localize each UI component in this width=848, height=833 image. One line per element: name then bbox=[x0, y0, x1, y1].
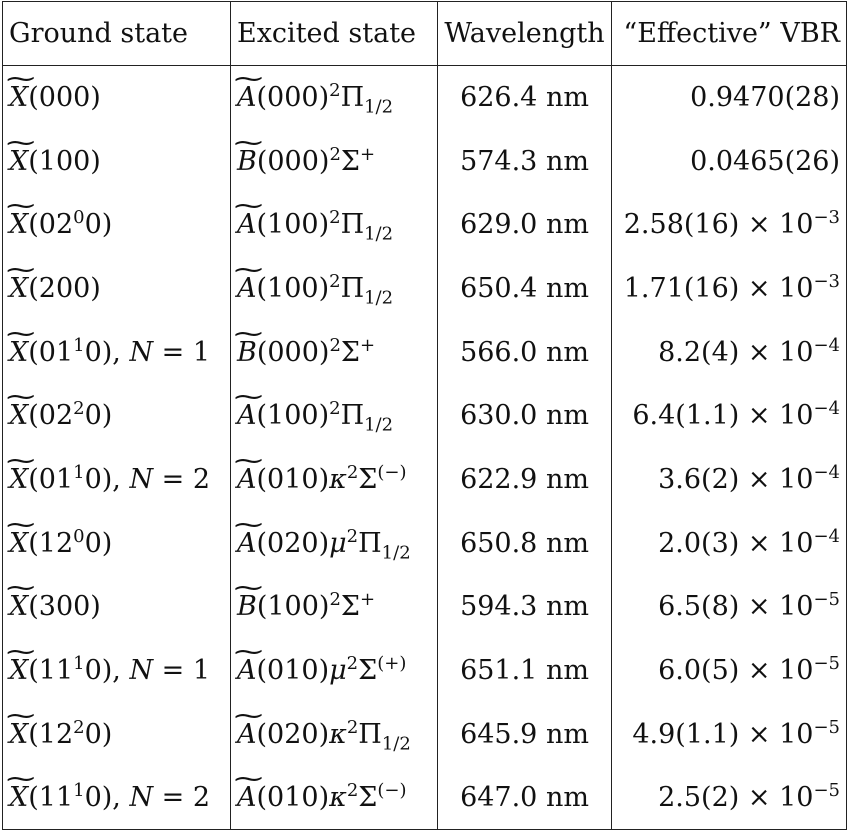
vbr-table bbox=[2, 1, 847, 830]
ground-n-prefix: , N = bbox=[112, 782, 193, 814]
excited-term: Π bbox=[340, 272, 365, 304]
excited-term: Π bbox=[340, 400, 365, 432]
wavelength-cell: 647.0 nm bbox=[438, 766, 612, 830]
ground-letter: ~ X bbox=[9, 655, 28, 686]
excited-term: Σ bbox=[358, 655, 378, 687]
excited-term-sup: + bbox=[360, 589, 376, 611]
excited-vib: (100) bbox=[256, 591, 330, 623]
excited-letter: ~ A bbox=[237, 209, 257, 240]
excited-state-cell bbox=[231, 193, 438, 257]
table-row bbox=[3, 320, 847, 384]
excited-state-cell bbox=[231, 384, 438, 448]
vbr-mantissa: 4.9(1.1) bbox=[632, 718, 740, 750]
table-row bbox=[3, 257, 847, 321]
ground-vib-pre: (12 bbox=[28, 718, 74, 750]
ground-letter: ~ X bbox=[9, 273, 28, 304]
excited-label: κ bbox=[329, 718, 347, 750]
vbr-exponent: −4 bbox=[813, 461, 840, 483]
ground-vib-sup: 2 bbox=[73, 716, 85, 738]
excited-multiplicity: 2 bbox=[329, 334, 341, 356]
vbr-cell bbox=[612, 193, 847, 257]
wavelength-cell: 629.0 nm bbox=[438, 193, 612, 257]
excited-term: Σ bbox=[358, 463, 378, 495]
wavelength-cell: 594.3 nm bbox=[438, 575, 612, 639]
ground-letter: ~ X bbox=[9, 782, 28, 813]
wavelength-cell: 645.9 nm bbox=[438, 702, 612, 766]
ground-n-value: 1 bbox=[192, 655, 211, 687]
vbr-times-ten: × 10 bbox=[739, 591, 814, 623]
excited-multiplicity: 2 bbox=[329, 270, 341, 292]
table-row bbox=[3, 575, 847, 639]
ground-vib-sup: 1 bbox=[73, 334, 85, 356]
vbr-exponent: −4 bbox=[813, 334, 840, 356]
excited-vib: (000) bbox=[256, 82, 330, 114]
excited-term: Σ bbox=[340, 591, 360, 623]
vbr-cell bbox=[612, 66, 847, 130]
ground-state-cell bbox=[3, 639, 231, 703]
ground-letter: ~ X bbox=[9, 591, 28, 622]
ground-state-cell bbox=[3, 702, 231, 766]
vbr-cell bbox=[612, 702, 847, 766]
excited-term-sup: (−) bbox=[377, 780, 407, 802]
excited-state-cell bbox=[231, 66, 438, 130]
header-excited-state: Excited state bbox=[231, 2, 438, 66]
excited-state-cell bbox=[231, 257, 438, 321]
vbr-cell bbox=[612, 575, 847, 639]
table-row bbox=[3, 702, 847, 766]
excited-state-cell bbox=[231, 702, 438, 766]
ground-vib-pre: (000) bbox=[28, 82, 101, 114]
vbr-mantissa: 8.2(4) bbox=[658, 336, 740, 368]
ground-state-cell bbox=[3, 66, 231, 130]
table-body bbox=[3, 66, 847, 830]
excited-vib: (100) bbox=[256, 400, 330, 432]
ground-n-value: 2 bbox=[192, 782, 211, 814]
excited-term-sub: 1/2 bbox=[364, 96, 394, 118]
header-wavelength: Wavelength bbox=[438, 2, 612, 66]
ground-vib-pre: (02 bbox=[28, 400, 74, 432]
vbr-times-ten: × 10 bbox=[739, 718, 814, 750]
ground-n-prefix: , N = bbox=[112, 463, 193, 495]
excited-state-cell bbox=[231, 448, 438, 512]
vbr-times-ten: × 10 bbox=[739, 655, 814, 687]
ground-letter: ~ X bbox=[9, 400, 28, 431]
ground-state-cell bbox=[3, 129, 231, 193]
header-ground-state: Ground state bbox=[3, 2, 231, 66]
vbr-mantissa: 6.0(5) bbox=[658, 655, 740, 687]
vbr-times-ten: × 10 bbox=[739, 463, 814, 495]
excited-term-sup: + bbox=[360, 143, 376, 165]
table-row bbox=[3, 448, 847, 512]
excited-multiplicity: 2 bbox=[346, 461, 359, 483]
vbr-exponent: −5 bbox=[813, 780, 840, 802]
wavelength-cell: 651.1 nm bbox=[438, 639, 612, 703]
excited-letter: ~ A bbox=[237, 464, 257, 495]
ground-vib-sup: 2 bbox=[73, 398, 85, 420]
excited-letter: ~ A bbox=[237, 782, 257, 813]
wavelength-cell: 622.9 nm bbox=[438, 448, 612, 512]
vbr-exponent: −5 bbox=[813, 653, 840, 675]
ground-vib-pre: (200) bbox=[28, 272, 101, 304]
ground-vib-sup: 1 bbox=[73, 461, 85, 483]
vbr-cell bbox=[612, 384, 847, 448]
ground-state-cell bbox=[3, 193, 231, 257]
ground-n-prefix: , N = bbox=[112, 336, 193, 368]
ground-letter: ~ X bbox=[9, 209, 28, 240]
vbr-times-ten: × 10 bbox=[739, 782, 814, 814]
header-effective-vbr: “Effective” VBR bbox=[612, 2, 847, 66]
ground-vib-post: 0) bbox=[84, 463, 113, 495]
ground-vib-pre: (01 bbox=[28, 336, 74, 368]
excited-letter: ~ A bbox=[237, 400, 257, 431]
excited-vib: (020) bbox=[256, 527, 330, 559]
wavelength-cell: 650.8 nm bbox=[438, 511, 612, 575]
excited-term-sub: 1/2 bbox=[364, 414, 394, 436]
wavelength-cell: 574.3 nm bbox=[438, 129, 612, 193]
ground-vib-post: 0) bbox=[84, 336, 113, 368]
excited-letter: ~ B bbox=[237, 146, 257, 177]
vbr-cell bbox=[612, 511, 847, 575]
vbr-mantissa: 0.9470(28) bbox=[690, 82, 840, 114]
ground-letter: ~ X bbox=[9, 337, 28, 368]
wavelength-cell: 626.4 nm bbox=[438, 66, 612, 130]
excited-term: Σ bbox=[340, 336, 360, 368]
excited-letter: ~ A bbox=[237, 273, 257, 304]
vbr-mantissa: 2.5(2) bbox=[658, 782, 740, 814]
vbr-mantissa: 2.58(16) bbox=[623, 209, 740, 241]
ground-vib-sup: 1 bbox=[73, 653, 85, 675]
excited-state-cell bbox=[231, 575, 438, 639]
excited-term: Π bbox=[340, 82, 365, 114]
excited-letter: ~ A bbox=[237, 82, 257, 113]
excited-vib: (000) bbox=[256, 145, 330, 177]
ground-state-cell bbox=[3, 575, 231, 639]
excited-letter: ~ A bbox=[237, 655, 257, 686]
ground-vib-pre: (01 bbox=[28, 463, 74, 495]
excited-term-sup: + bbox=[360, 334, 376, 356]
ground-n-value: 1 bbox=[192, 336, 211, 368]
ground-vib-pre: (12 bbox=[28, 527, 74, 559]
excited-term: Σ bbox=[340, 145, 360, 177]
excited-label: μ bbox=[329, 655, 347, 687]
ground-vib-post: 0) bbox=[84, 655, 113, 687]
excited-multiplicity: 2 bbox=[329, 398, 341, 420]
vbr-exponent: −5 bbox=[813, 589, 840, 611]
vbr-cell bbox=[612, 448, 847, 512]
excited-vib: (010) bbox=[256, 782, 330, 814]
ground-letter: ~ X bbox=[9, 464, 28, 495]
table-row bbox=[3, 129, 847, 193]
excited-term-sub: 1/2 bbox=[381, 542, 411, 564]
ground-vib-pre: (02 bbox=[28, 209, 74, 241]
excited-multiplicity: 2 bbox=[346, 525, 359, 547]
ground-letter: ~ X bbox=[9, 719, 28, 750]
vbr-cell bbox=[612, 639, 847, 703]
ground-state-cell bbox=[3, 384, 231, 448]
table-row bbox=[3, 511, 847, 575]
excited-vib: (010) bbox=[256, 463, 330, 495]
ground-vib-pre: (300) bbox=[28, 591, 101, 623]
vbr-times-ten: × 10 bbox=[739, 272, 814, 304]
excited-letter: ~ B bbox=[237, 591, 257, 622]
wavelength-cell: 630.0 nm bbox=[438, 384, 612, 448]
vbr-cell bbox=[612, 320, 847, 384]
excited-state-cell bbox=[231, 320, 438, 384]
excited-letter: ~ B bbox=[237, 337, 257, 368]
excited-letter: ~ A bbox=[237, 528, 257, 559]
vbr-times-ten: × 10 bbox=[739, 400, 814, 432]
ground-vib-post: 0) bbox=[84, 718, 113, 750]
excited-term-sub: 1/2 bbox=[364, 223, 394, 245]
ground-vib-sup: 0 bbox=[73, 207, 85, 229]
vbr-times-ten: × 10 bbox=[739, 527, 814, 559]
excited-multiplicity: 2 bbox=[346, 780, 359, 802]
vbr-mantissa: 6.5(8) bbox=[658, 591, 740, 623]
excited-vib: (100) bbox=[256, 209, 330, 241]
excited-term-sub: 1/2 bbox=[381, 733, 411, 755]
vbr-exponent: −3 bbox=[813, 270, 840, 292]
ground-vib-sup: 0 bbox=[73, 525, 85, 547]
table-row bbox=[3, 766, 847, 830]
excited-state-cell bbox=[231, 129, 438, 193]
ground-vib-pre: (11 bbox=[28, 782, 74, 814]
table-row bbox=[3, 193, 847, 257]
ground-vib-pre: (100) bbox=[28, 145, 101, 177]
vbr-mantissa: 0.0465(26) bbox=[690, 145, 840, 177]
excited-label: κ bbox=[329, 782, 347, 814]
excited-state-cell bbox=[231, 639, 438, 703]
excited-multiplicity: 2 bbox=[346, 653, 359, 675]
ground-vib-pre: (11 bbox=[28, 655, 74, 687]
excited-multiplicity: 2 bbox=[329, 589, 341, 611]
excited-term: Σ bbox=[358, 782, 378, 814]
excited-label: μ bbox=[329, 527, 347, 559]
vbr-mantissa: 1.71(16) bbox=[623, 272, 740, 304]
ground-letter: ~ X bbox=[9, 528, 28, 559]
table-row bbox=[3, 639, 847, 703]
table-row bbox=[3, 66, 847, 130]
wavelength-cell: 566.0 nm bbox=[438, 320, 612, 384]
excited-vib: (010) bbox=[256, 655, 330, 687]
ground-n-value: 2 bbox=[192, 463, 211, 495]
ground-state-cell bbox=[3, 511, 231, 575]
ground-vib-post: 0) bbox=[84, 209, 113, 241]
vbr-cell bbox=[612, 129, 847, 193]
excited-multiplicity: 2 bbox=[329, 207, 341, 229]
excited-term: Π bbox=[358, 527, 382, 559]
excited-term: Π bbox=[358, 718, 382, 750]
vbr-exponent: −5 bbox=[813, 716, 840, 738]
ground-letter: ~ X bbox=[9, 82, 28, 113]
wavelength-cell: 650.4 nm bbox=[438, 257, 612, 321]
ground-state-cell bbox=[3, 448, 231, 512]
excited-term: Π bbox=[340, 209, 365, 241]
excited-multiplicity: 2 bbox=[329, 143, 341, 165]
ground-vib-post: 0) bbox=[84, 400, 113, 432]
header-row bbox=[3, 2, 847, 66]
excited-term-sup: (+) bbox=[377, 653, 407, 675]
excited-vib: (000) bbox=[256, 336, 330, 368]
excited-state-cell bbox=[231, 511, 438, 575]
table-row bbox=[3, 384, 847, 448]
ground-state-cell bbox=[3, 766, 231, 830]
vbr-times-ten: × 10 bbox=[739, 336, 814, 368]
vbr-exponent: −4 bbox=[813, 525, 840, 547]
excited-multiplicity: 2 bbox=[329, 80, 341, 102]
ground-state-cell bbox=[3, 320, 231, 384]
excited-label: κ bbox=[329, 463, 347, 495]
ground-vib-sup: 1 bbox=[73, 780, 85, 802]
vbr-exponent: −4 bbox=[813, 398, 840, 420]
excited-state-cell bbox=[231, 766, 438, 830]
ground-state-cell bbox=[3, 257, 231, 321]
excited-letter: ~ A bbox=[237, 719, 257, 750]
excited-vib: (020) bbox=[256, 718, 330, 750]
excited-term-sub: 1/2 bbox=[364, 287, 394, 309]
vbr-mantissa: 2.0(3) bbox=[658, 527, 740, 559]
vbr-mantissa: 6.4(1.1) bbox=[632, 400, 740, 432]
excited-term-sup: (−) bbox=[377, 461, 407, 483]
vbr-times-ten: × 10 bbox=[739, 209, 814, 241]
vbr-mantissa: 3.6(2) bbox=[658, 463, 740, 495]
ground-letter: ~ X bbox=[9, 146, 28, 177]
vbr-exponent: −3 bbox=[813, 207, 840, 229]
ground-vib-post: 0) bbox=[84, 782, 113, 814]
excited-multiplicity: 2 bbox=[346, 716, 359, 738]
ground-vib-post: 0) bbox=[84, 527, 113, 559]
vbr-cell bbox=[612, 257, 847, 321]
vbr-cell bbox=[612, 766, 847, 830]
table-container bbox=[0, 1, 848, 830]
excited-vib: (100) bbox=[256, 272, 330, 304]
ground-n-prefix: , N = bbox=[112, 655, 193, 687]
